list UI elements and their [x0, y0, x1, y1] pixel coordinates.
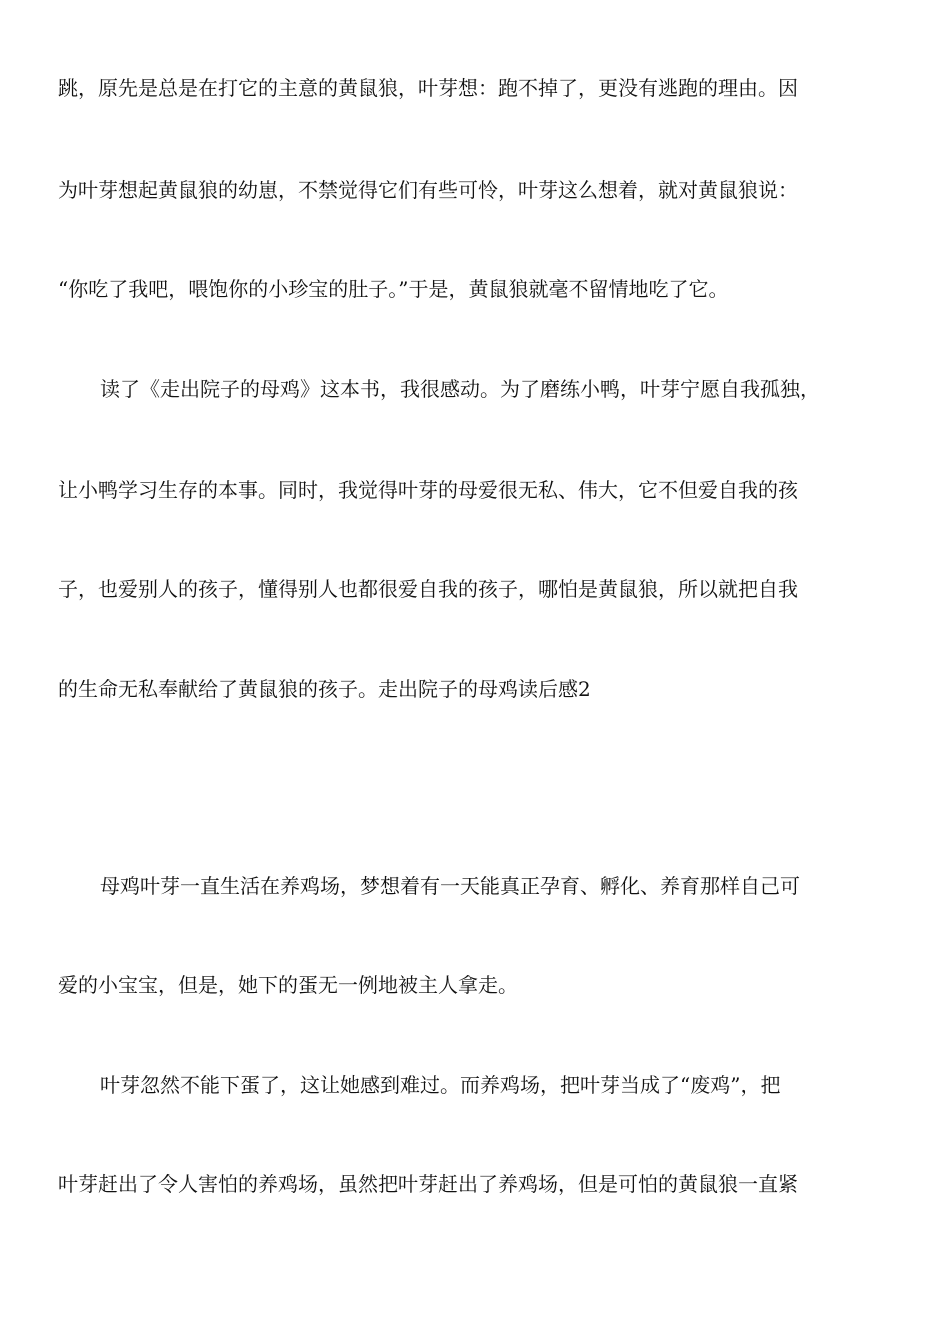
text-line: 跳，原先是总是在打它的主意的黄鼠狼，叶芽想：跑不掉了，更没有逃跑的理由。因 [58, 76, 798, 100]
text-line: “你吃了我吧，喂饱你的小珍宝的肚子。”于是，黄鼠狼就毫不留情地吃了它。 [58, 277, 729, 301]
text-line: 子，也爱别人的孩子，懂得别人也都很爱自我的孩子，哪怕是黄鼠狼，所以就把自我 [58, 577, 798, 601]
text-line: 让小鸭学习生存的本事。同时，我觉得叶芽的母爱很无私、伟大，它不但爱自我的孩 [58, 478, 798, 502]
paragraph-first-line: 母鸡叶芽一直生活在养鸡场，梦想着有一天能真正孕育、孵化、养育那样自己可 [100, 874, 800, 898]
text-line: 叶芽赶出了令人害怕的养鸡场，虽然把叶芽赶出了养鸡场，但是可怕的黄鼠狼一直紧 [58, 1172, 798, 1196]
text-line: 的生命无私奉献给了黄鼠狼的孩子。走出院子的母鸡读后感2 [58, 677, 591, 701]
paragraph-first-line: 读了《走出院子的母鸡》这本书，我很感动。为了磨练小鸭，叶芽宁愿自我孤独， [100, 377, 820, 401]
paragraph-first-line: 叶芽忽然不能下蛋了，这让她感到难过。而养鸡场，把叶芽当成了“废鸡”，把 [100, 1073, 781, 1097]
text-line: 为叶芽想起黄鼠狼的幼崽，不禁觉得它们有些可怜，叶芽这么想着，就对黄鼠狼说： [58, 178, 798, 202]
text-line: 爱的小宝宝，但是，她下的蛋无一例地被主人拿走。 [58, 973, 518, 997]
